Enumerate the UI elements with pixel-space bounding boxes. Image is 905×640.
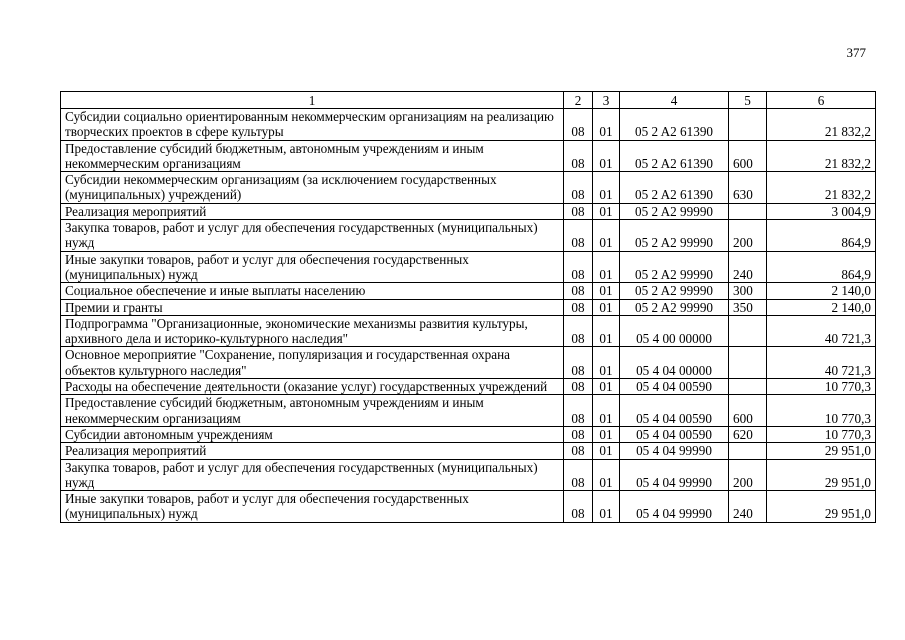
table-row (61, 251, 876, 283)
row-code: 05 2 A2 99990 (620, 251, 729, 283)
row-code: 05 4 04 99990 (620, 459, 729, 491)
row-code: 05 2 A2 99990 (620, 203, 729, 219)
row-code: 05 2 A2 61390 (620, 140, 729, 172)
row-section: 08 (564, 491, 593, 523)
row-amount: 29 951,0 (767, 459, 876, 491)
row-name: Социальное обеспечение и иные выплаты населению (61, 283, 564, 299)
row-section: 08 (564, 251, 593, 283)
row-section: 08 (564, 140, 593, 172)
table-row (61, 109, 876, 141)
row-code: 05 2 A2 99990 (620, 283, 729, 299)
row-subsection: 01 (593, 251, 620, 283)
row-name: Иные закупки товаров, работ и услуг для обеспечения государственных (муниципальных) нужд (61, 251, 564, 283)
table-row (61, 220, 876, 252)
row-subsection: 01 (593, 443, 620, 459)
header-type: 5 (729, 92, 767, 109)
row-amount: 10 770,3 (767, 395, 876, 427)
table-row (61, 426, 876, 442)
table-row (61, 491, 876, 523)
row-code: 05 2 A2 99990 (620, 220, 729, 252)
budget-table (60, 91, 876, 523)
row-amount: 3 004,9 (767, 203, 876, 219)
row-amount: 40 721,3 (767, 315, 876, 347)
row-amount: 2 140,0 (767, 283, 876, 299)
row-section: 08 (564, 299, 593, 315)
row-name: Субсидии автономным учреждениям (61, 426, 564, 442)
row-type: 200 (729, 459, 767, 491)
row-type: 300 (729, 283, 767, 299)
row-type (729, 109, 767, 141)
row-amount: 40 721,3 (767, 347, 876, 379)
row-type: 600 (729, 140, 767, 172)
table-row (61, 347, 876, 379)
row-type: 200 (729, 220, 767, 252)
header-subsection: 3 (593, 92, 620, 109)
row-name: Закупка товаров, работ и услуг для обеспечения государственных (муниципальных) нужд (61, 220, 564, 252)
row-amount: 864,9 (767, 220, 876, 252)
row-type (729, 443, 767, 459)
row-amount: 2 140,0 (767, 299, 876, 315)
table-row (61, 379, 876, 395)
row-amount: 29 951,0 (767, 491, 876, 523)
header-amount: 6 (767, 92, 876, 109)
row-name: Расходы на обеспечение деятельности (оказание услуг) государственных учреждений (61, 379, 564, 395)
row-subsection: 01 (593, 172, 620, 204)
table-row (61, 203, 876, 219)
row-subsection: 01 (593, 315, 620, 347)
row-subsection: 01 (593, 347, 620, 379)
table-row (61, 140, 876, 172)
row-type: 600 (729, 395, 767, 427)
row-amount: 864,9 (767, 251, 876, 283)
row-code: 05 4 04 00590 (620, 395, 729, 427)
row-code: 05 2 A2 61390 (620, 109, 729, 141)
row-amount: 21 832,2 (767, 172, 876, 204)
row-name: Иные закупки товаров, работ и услуг для обеспечения государственных (муниципальных) нужд (61, 491, 564, 523)
row-subsection: 01 (593, 220, 620, 252)
row-amount: 21 832,2 (767, 109, 876, 141)
row-section: 08 (564, 443, 593, 459)
row-subsection: 01 (593, 379, 620, 395)
table-header-row (61, 92, 876, 109)
row-section: 08 (564, 315, 593, 347)
row-type: 240 (729, 251, 767, 283)
row-section: 08 (564, 283, 593, 299)
row-section: 08 (564, 220, 593, 252)
row-section: 08 (564, 109, 593, 141)
row-name: Основное мероприятие "Сохранение, популяризация и государственная охрана объектов культурного наследия" (61, 347, 564, 379)
row-name: Реализация мероприятий (61, 443, 564, 459)
table-row (61, 459, 876, 491)
table-row (61, 283, 876, 299)
row-type (729, 315, 767, 347)
row-section: 08 (564, 459, 593, 491)
row-subsection: 01 (593, 459, 620, 491)
row-code: 05 4 04 99990 (620, 491, 729, 523)
row-name: Предоставление субсидий бюджетным, автономным учреждениям и иным некоммерческим организациям (61, 140, 564, 172)
table-row (61, 315, 876, 347)
row-subsection: 01 (593, 140, 620, 172)
row-subsection: 01 (593, 109, 620, 141)
row-type: 620 (729, 426, 767, 442)
table-row (61, 395, 876, 427)
row-amount: 10 770,3 (767, 426, 876, 442)
row-code: 05 4 00 00000 (620, 315, 729, 347)
row-subsection: 01 (593, 491, 620, 523)
row-type: 350 (729, 299, 767, 315)
row-type: 630 (729, 172, 767, 204)
row-amount: 10 770,3 (767, 379, 876, 395)
row-name: Закупка товаров, работ и услуг для обеспечения государственных (муниципальных) нужд (61, 459, 564, 491)
row-name: Субсидии некоммерческим организациям (за исключением государственных (муниципальных) учреждений) (61, 172, 564, 204)
row-name: Субсидии социально ориентированным некоммерческим организациям на реализацию творческих проектов в сфере культуры (61, 109, 564, 141)
row-name: Реализация мероприятий (61, 203, 564, 219)
row-type: 240 (729, 491, 767, 523)
row-name: Предоставление субсидий бюджетным, автономным учреждениям и иным некоммерческим организациям (61, 395, 564, 427)
row-section: 08 (564, 395, 593, 427)
row-subsection: 01 (593, 299, 620, 315)
row-section: 08 (564, 172, 593, 204)
row-name: Подпрограмма "Организационные, экономические механизмы развития культуры, архивного дела и историко-культурного наследия" (61, 315, 564, 347)
row-amount: 29 951,0 (767, 443, 876, 459)
row-code: 05 4 04 00590 (620, 426, 729, 442)
row-subsection: 01 (593, 426, 620, 442)
row-subsection: 01 (593, 283, 620, 299)
table-row (61, 443, 876, 459)
row-type (729, 379, 767, 395)
row-amount: 21 832,2 (767, 140, 876, 172)
row-code: 05 2 A2 99990 (620, 299, 729, 315)
row-code: 05 4 04 00590 (620, 379, 729, 395)
header-name: 1 (61, 92, 564, 109)
row-section: 08 (564, 347, 593, 379)
row-type (729, 203, 767, 219)
header-section: 2 (564, 92, 593, 109)
row-type (729, 347, 767, 379)
row-section: 08 (564, 203, 593, 219)
row-name: Премии и гранты (61, 299, 564, 315)
row-subsection: 01 (593, 203, 620, 219)
row-code: 05 4 04 00000 (620, 347, 729, 379)
row-section: 08 (564, 379, 593, 395)
row-code: 05 4 04 99990 (620, 443, 729, 459)
table-body (61, 109, 876, 523)
table-row (61, 172, 876, 204)
row-section: 08 (564, 426, 593, 442)
row-code: 05 2 A2 61390 (620, 172, 729, 204)
row-subsection: 01 (593, 395, 620, 427)
table-row (61, 299, 876, 315)
header-code: 4 (620, 92, 729, 109)
page-number: 377 (846, 45, 866, 60)
